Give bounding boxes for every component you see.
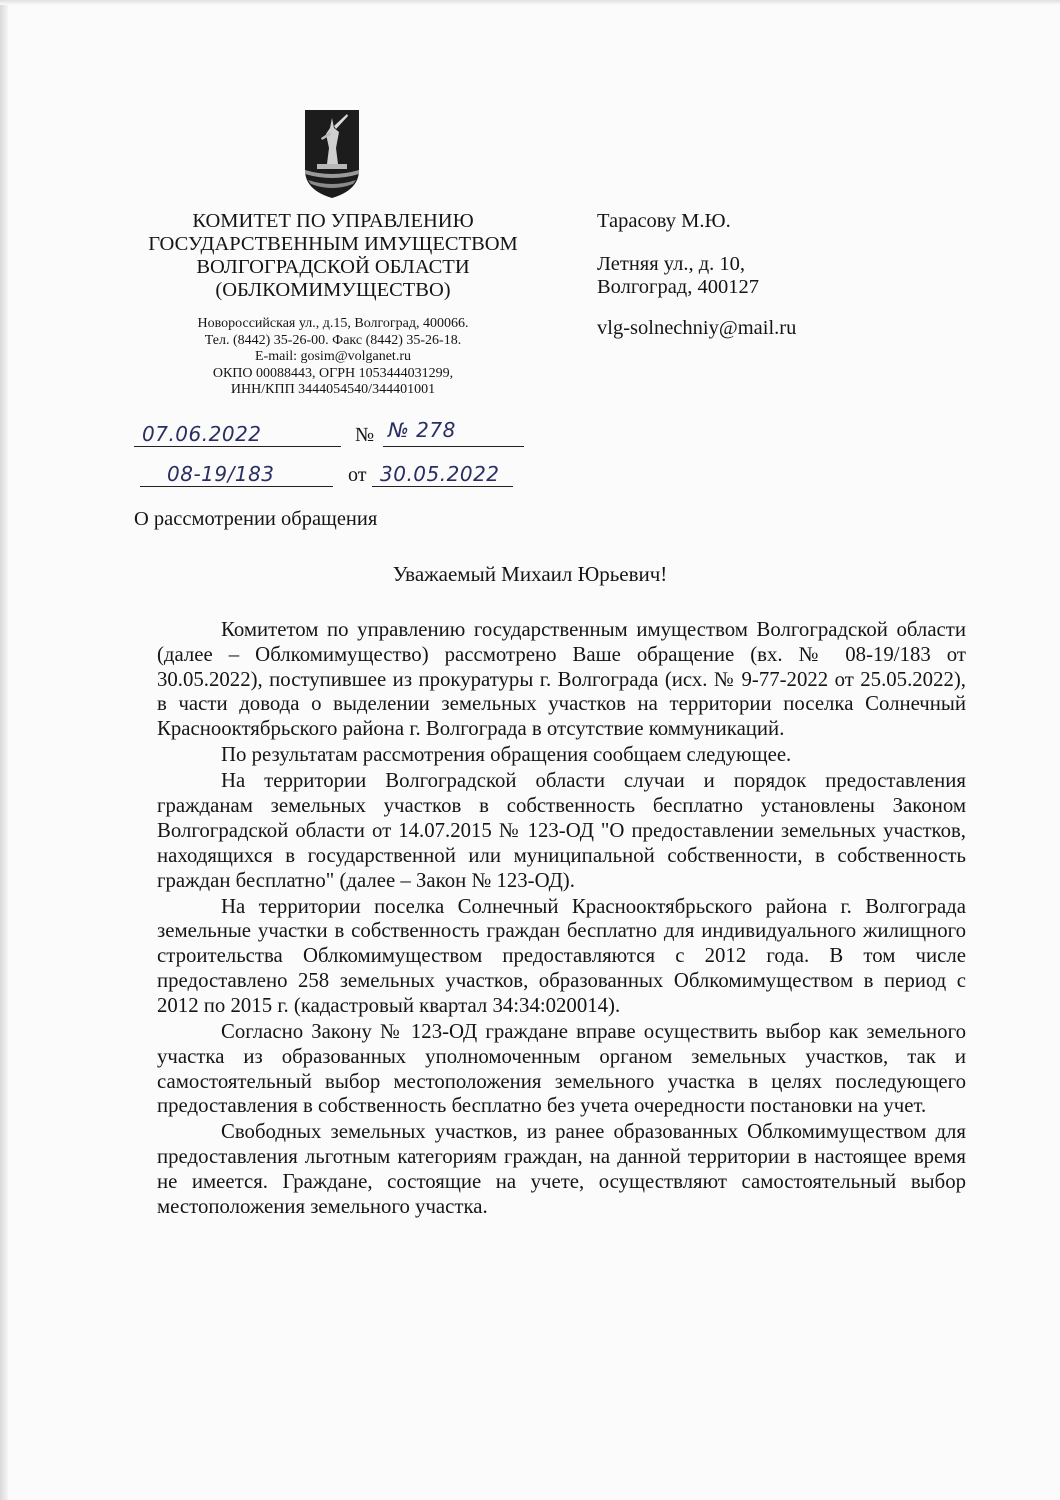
addressee-block — [597, 210, 796, 340]
contact-line: Тел. (8442) 35-26-00. Факс (8442) 35-26-18. — [204, 332, 462, 348]
body-paragraph: Комитетом по управлению государственным имуществом Волгоградской области (далее – Облкомимущество) рассмотрено Ваше обращение (вх. № 08-19/183 от 30.05.2022), поступившее из прокуратуры г. Волгограда (исх. № 9-77-2022 от 25.05.2022), в части довода о выделении земельных участков на территории поселка Солнечный Краснооктябрьского района г. Волгограда в отсутствие коммуникаций. — [157, 618, 966, 741]
contact-line: ИНН/КПП 3444054540/344401001 — [230, 382, 436, 397]
org-title-line: КОМИТЕТ ПО УПРАВЛЕНИЮ — [192, 210, 474, 232]
organization-title — [128, 210, 538, 302]
contact-line: ОКПО 00088443, ОГРН 1053444031299, — [212, 365, 454, 381]
letter-greeting: Уважаемый Михаил Юрьевич! — [392, 562, 668, 586]
outgoing-number-handwritten: № 278 — [388, 418, 456, 442]
body-paragraph: Согласно Закону № 123-ОД граждане вправе осуществить выбор как земельного участка из образованных уполномоченным органом земельных участков, так и самостоятельный выбор местоположения земельного участка в целях последующего предоставления в собственность бесплатно без учета очередности постановки на учет. — [157, 1019, 966, 1118]
sender-organization-block — [128, 210, 538, 399]
letter-subject: О рассмотрении обращения — [134, 508, 378, 530]
letter-body — [157, 618, 966, 1221]
addressee-address-line: Летняя ул., д. 10, — [597, 253, 746, 275]
organization-contacts — [128, 316, 538, 399]
incoming-ref-handwritten: 08-19/183 — [167, 462, 275, 486]
volgograd-coat-of-arms-emblem — [303, 108, 361, 200]
contact-line: E-mail: gosim@volganet.ru — [255, 349, 411, 364]
scan-edge-top — [0, 0, 1060, 5]
contact-line: Новороссийская ул., д.15, Волгоград, 400066. — [197, 316, 469, 331]
org-title-line: (ОБЛКОМИМУЩЕСТВО) — [215, 279, 451, 301]
body-paragraph: На территории поселка Солнечный Краснооктябрьского района г. Волгограда земельные участки в собственность граждан бесплатно для индивидуального жилищного строительства Облкомимуществом предоставляются с 2012 года. В том числе предоставлено 258 земельных участков, образованных Облкомимуществом в период с 2012 по 2015 г. (кадастровый квартал 34:34:020014). — [157, 894, 966, 1017]
addressee-email: vlg-solnechniy@mail.ru — [597, 317, 797, 339]
incoming-date-handwritten: 30.05.2022 — [380, 462, 500, 486]
scan-edge-left — [0, 0, 8, 1500]
number-label: № — [355, 424, 375, 446]
body-paragraph: По результатам рассмотрения обращения сообщаем следующее. — [221, 743, 792, 767]
org-title-line: ГОСУДАРСТВЕННЫМ ИМУЩЕСТВОМ — [148, 233, 518, 255]
body-paragraph: Свободных земельных участков, из ранее образованных Облкомимуществом для предоставления льготным категориям граждан, на данной территории в настоящее время не имеется. Граждане, состоящие на учете, осуществляют самостоятельный выбор местоположения земельного участка. — [157, 1120, 966, 1218]
from-label: от — [348, 464, 367, 486]
outgoing-date-handwritten: 07.06.2022 — [142, 422, 262, 446]
addressee-address-line: Волгоград, 400127 — [597, 276, 759, 298]
org-title-line: ВОЛГОГРАДСКОЙ ОБЛАСТИ — [196, 256, 470, 278]
body-paragraph: На территории Волгоградской области случаи и порядок предоставления гражданам земельных участков в собственность бесплатно установлены Законом Волгоградской области от 14.07.2015 № 123-ОД "О предоставлении земельных участков, находящихся в государственной или муниципальной собственности, в собственность граждан бесплатно" (далее – Закон № 123-ОД). — [157, 769, 966, 892]
addressee-name: Тарасову М.Ю. — [597, 210, 731, 232]
